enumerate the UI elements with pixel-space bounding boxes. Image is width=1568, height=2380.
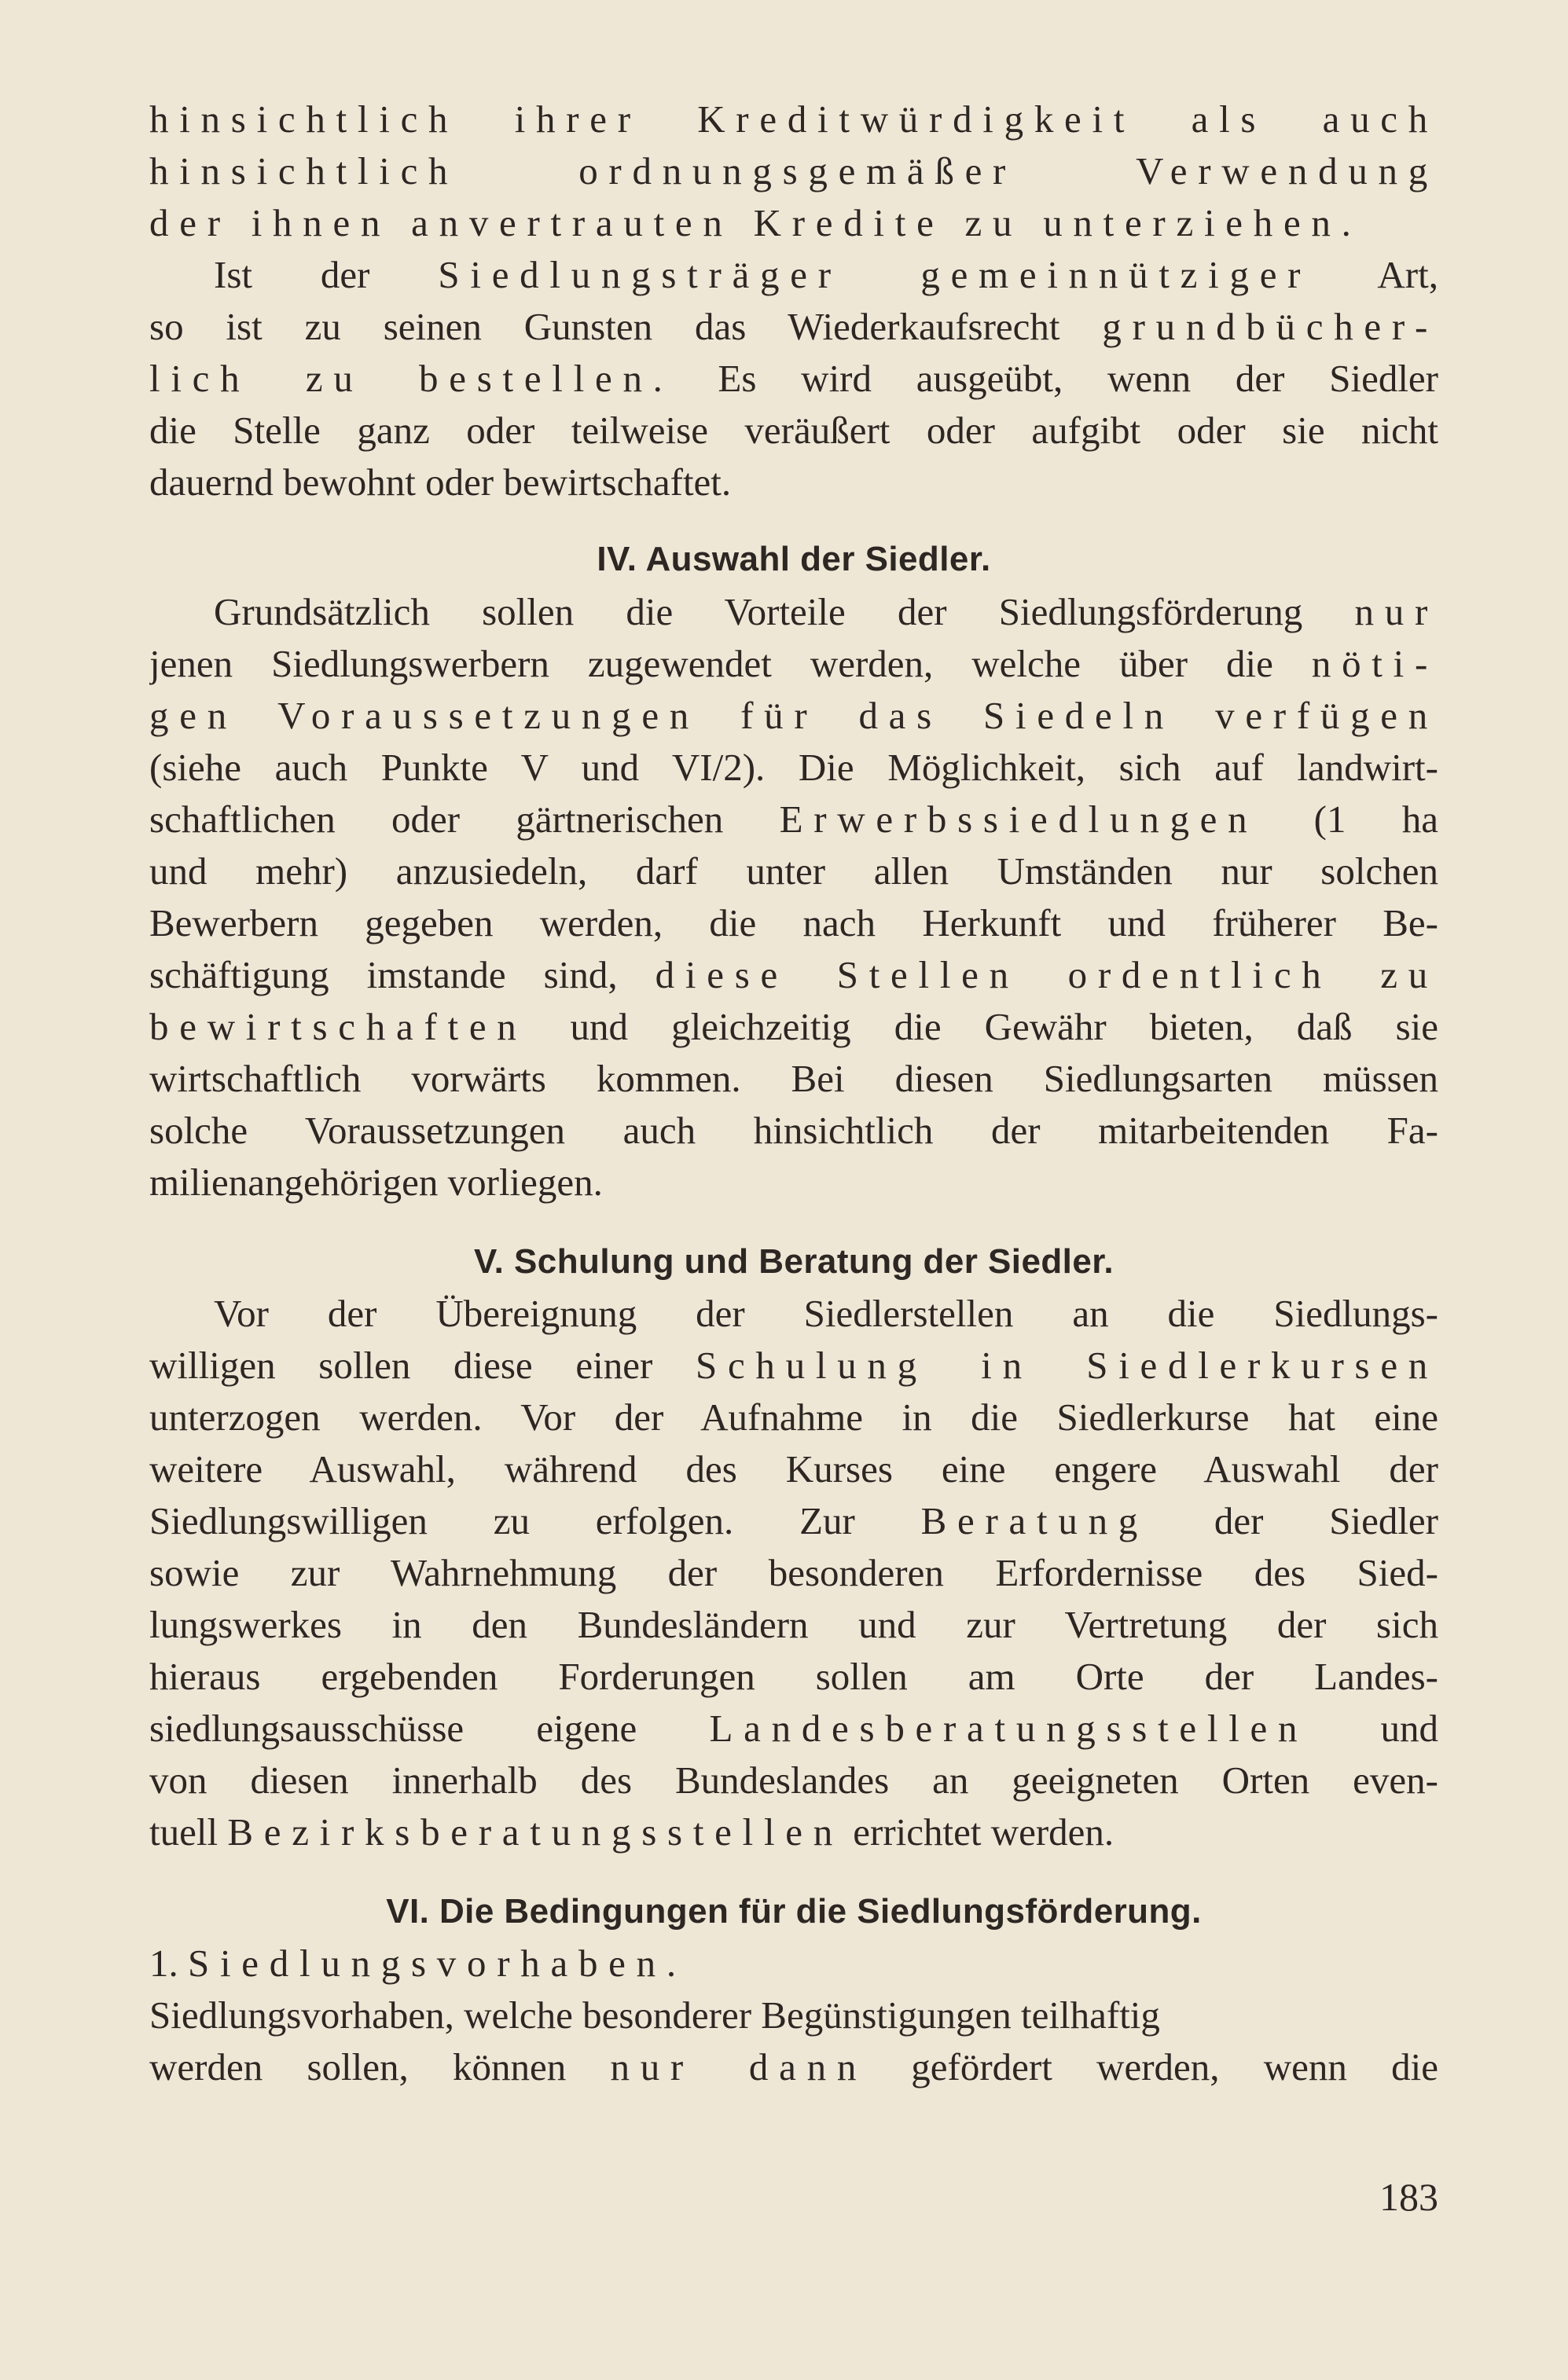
text-run: und	[1308, 1707, 1438, 1750]
spaced-emphasis-text: Siedlungsvorhaben.	[188, 1942, 687, 1985]
spaced-emphasis-text: nöti-	[1311, 642, 1438, 685]
text-line	[149, 94, 1438, 144]
spaced-emphasis-text: der ihnen anvertrauten Kredite zu unterziehen.	[149, 201, 1362, 244]
text-run: lungswerkes in den Bundesländern und zur Vertretung der sich	[149, 1603, 1438, 1646]
text-run: Es wird ausgeübt, wenn der Siedler	[673, 357, 1438, 400]
text-run: (siehe auch Punkte V und VI/2). Die Möglichkeit, sich auf landwirt-	[149, 746, 1438, 789]
text-line	[149, 1340, 1438, 1390]
text-run: willigen sollen diese einer	[149, 1344, 696, 1387]
section-heading	[149, 1887, 1438, 1936]
spaced-emphasis-text: hinsichtlich ihrer Kreditwürdigkeit als auch	[149, 97, 1438, 141]
text-line	[149, 1392, 1438, 1442]
spaced-emphasis-text: Beratung	[920, 1499, 1149, 1542]
spaced-emphasis-text: bewirtschaften	[149, 1005, 527, 1048]
spaced-emphasis-text: gen Voraussetzungen für das Siedeln verfügen	[149, 694, 1438, 737]
text-run: dauernd bewohnt oder bewirtschaftet.	[149, 460, 732, 504]
text-line	[149, 846, 1438, 896]
text-run: V. Schulung und Beratung der Siedler.	[473, 1242, 1114, 1281]
section-heading	[149, 534, 1438, 584]
text-run: und mehr) anzusiedeln, darf unter allen Umständen nur solchen	[149, 849, 1438, 893]
spaced-emphasis-text: nur	[1354, 590, 1438, 633]
text-line	[149, 1600, 1438, 1649]
text-run: gefördert werden, wenn die	[867, 2045, 1438, 2088]
text-line	[149, 898, 1438, 948]
spaced-emphasis-text: Landesberatungsstellen	[709, 1707, 1309, 1750]
text-line	[149, 302, 1438, 351]
text-line	[149, 405, 1438, 455]
text-line	[149, 1444, 1438, 1494]
text-line	[149, 794, 1438, 844]
page-number: 183	[1379, 2175, 1438, 2219]
spaced-emphasis-text: Bezirksberatungsstellen	[227, 1810, 843, 1854]
text-line	[149, 1990, 1438, 2040]
spaced-emphasis-text: hinsichtlich ordnungsgemäßer Verwendung	[149, 149, 1438, 193]
text-run: Grundsätzlich sollen die Vorteile der Siedlungsförderung	[214, 590, 1355, 633]
text-line	[149, 743, 1438, 792]
text-run: schaftlichen oder gärtnerischen	[149, 798, 780, 841]
text-run: Siedlungsvorhaben, welche besonderer Begünstigungen teilhaftig	[149, 1993, 1160, 2037]
spaced-emphasis-text: diese Stellen ordentlich zu	[655, 953, 1438, 996]
text-run: Art,	[1311, 253, 1438, 296]
spaced-emphasis-text: Erwerbssiedlungen	[779, 798, 1258, 841]
text-run: sowie zur Wahrnehmung der besonderen Erfordernisse des Sied-	[149, 1551, 1438, 1594]
section-heading	[149, 1237, 1438, 1286]
text-run: siedlungsausschüsse eigene	[149, 1707, 710, 1750]
text-run: der Siedler	[1148, 1499, 1438, 1542]
text-line	[149, 950, 1438, 999]
text-run: werden sollen, können	[149, 2045, 611, 2088]
text-line	[149, 457, 1438, 507]
text-run: weitere Auswahl, während des Kurses eine engere Auswahl der	[149, 1447, 1438, 1491]
text-line	[149, 1652, 1438, 1701]
spaced-emphasis-text: lich zu bestellen.	[149, 357, 674, 400]
text-run: Vor der Übereignung der Siedlerstellen an die Siedlungs-	[214, 1292, 1438, 1335]
spaced-emphasis-text: grundbücher-	[1102, 305, 1438, 348]
text-line	[149, 354, 1438, 403]
text-run: wirtschaftlich vorwärts kommen. Bei diesen Siedlungsarten müssen	[149, 1057, 1438, 1100]
text-run: Siedlungswilligen zu erfolgen. Zur	[149, 1499, 921, 1542]
text-line	[149, 1054, 1438, 1103]
document-page	[149, 79, 1438, 2310]
spaced-emphasis-text: Schulung in Siedlerkursen	[695, 1344, 1438, 1387]
text-line	[149, 691, 1438, 740]
text-line	[149, 1106, 1438, 1155]
text-run: hieraus ergebenden Forderungen sollen am Orte der Landes-	[149, 1655, 1438, 1698]
text-line	[149, 1496, 1438, 1546]
text-run: von diesen innerhalb des Bundeslandes an geeigneten Orten even-	[149, 1758, 1438, 1802]
text-run: schäftigung imstande sind,	[149, 953, 655, 996]
text-run: milienangehörigen vorliegen.	[149, 1161, 603, 1204]
text-run: IV. Auswahl der Siedler.	[597, 540, 991, 578]
text-run: Bewerbern gegeben werden, die nach Herkunft und früherer Be-	[149, 901, 1438, 944]
text-line	[149, 1938, 1438, 1988]
text-line	[149, 1289, 1438, 1338]
text-run: und gleichzeitig die Gewähr bieten, daß sie	[527, 1005, 1438, 1048]
text-run: so ist zu seinen Gunsten das Wiederkaufsrecht	[149, 305, 1103, 348]
text-run: solche Voraussetzungen auch hinsichtlich der mitarbeitenden Fa-	[149, 1109, 1438, 1152]
text-line	[149, 1157, 1438, 1207]
text-run: (1 ha	[1258, 798, 1438, 841]
spaced-emphasis-text: Siedlungsträger gemeinnütziger	[438, 253, 1312, 296]
text-line	[149, 250, 1438, 299]
text-line	[149, 2042, 1438, 2092]
text-run: Ist der	[214, 253, 439, 296]
text-line	[149, 1703, 1438, 1753]
text-run: tuell	[149, 1810, 228, 1854]
spaced-emphasis-text: nur dann	[610, 2045, 868, 2088]
text-line	[149, 1002, 1438, 1051]
text-line	[149, 639, 1438, 688]
text-line	[149, 146, 1438, 196]
text-run: VI. Die Bedingungen für die Siedlungsförderung.	[386, 1892, 1202, 1931]
text-run: jenen Siedlungswerbern zugewendet werden, welche über die	[149, 642, 1312, 685]
text-line	[149, 1755, 1438, 1805]
text-line	[149, 1548, 1438, 1597]
text-line	[149, 587, 1438, 636]
text-run: errichtet werden.	[843, 1810, 1114, 1854]
text-line	[149, 198, 1438, 248]
text-run: 1.	[149, 1942, 188, 1985]
text-line	[149, 1807, 1438, 1857]
text-run: unterzogen werden. Vor der Aufnahme in die Siedlerkurse hat eine	[149, 1395, 1438, 1439]
text-run: die Stelle ganz oder teilweise veräußert oder aufgibt oder sie nicht	[149, 409, 1438, 452]
